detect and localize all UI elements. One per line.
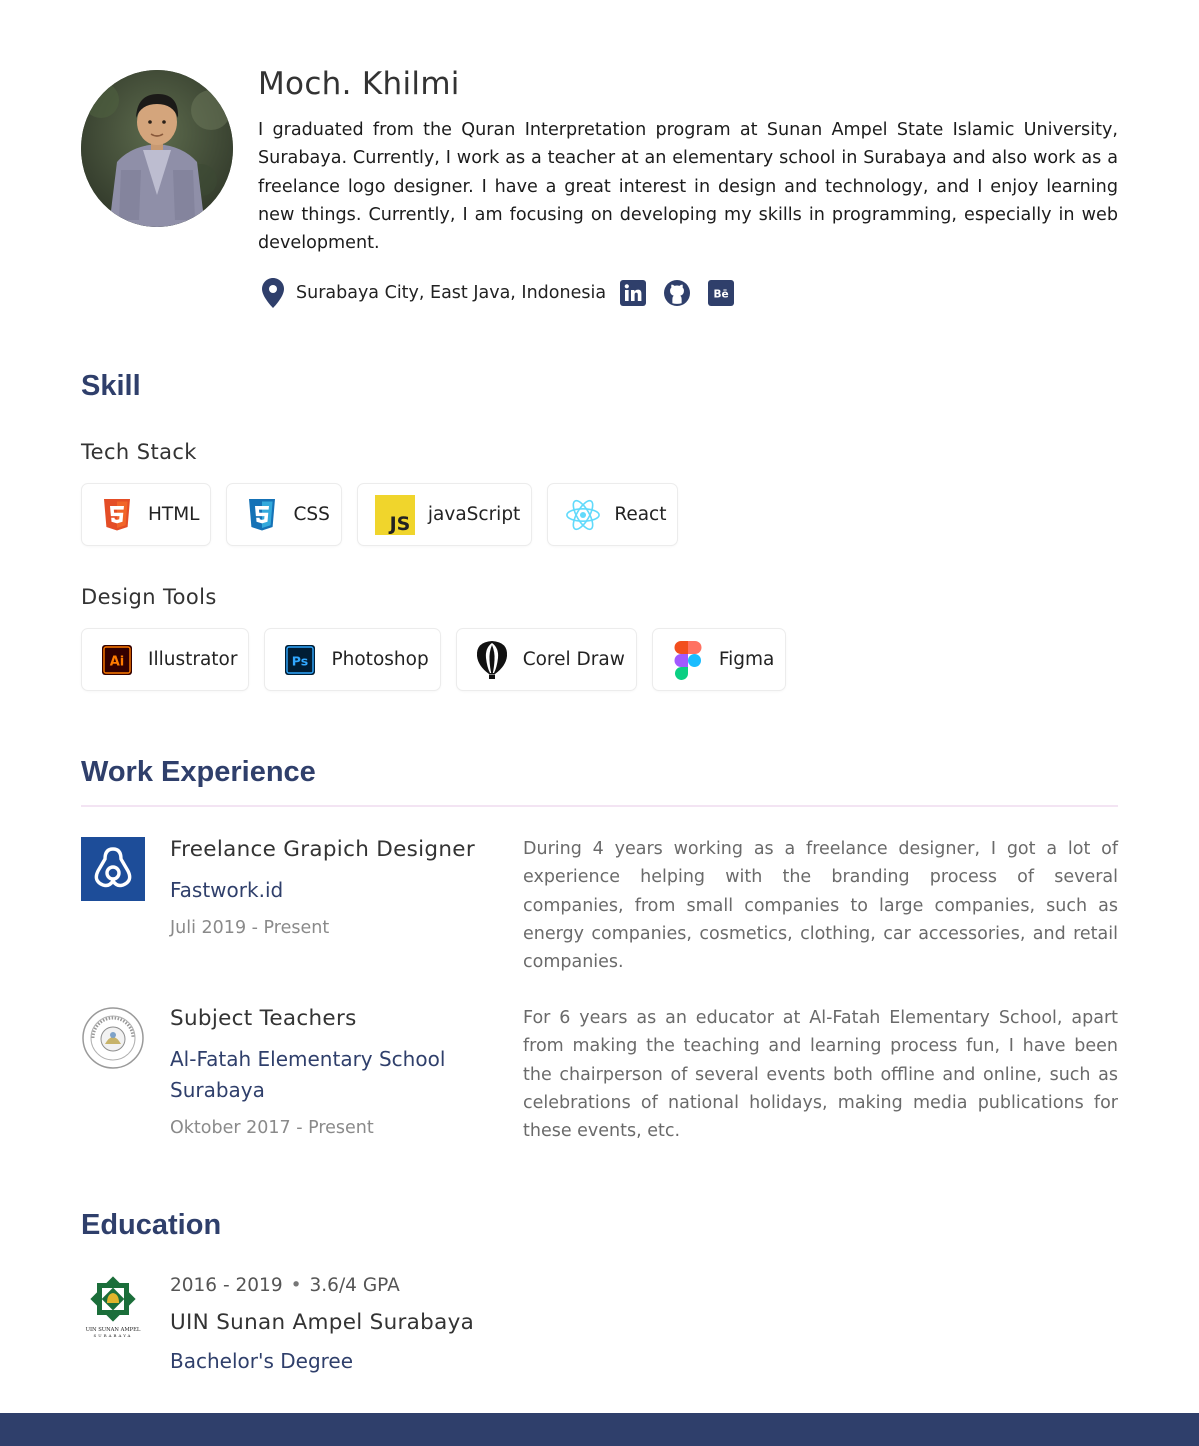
skill-label: HTML [148,504,200,525]
skill-label: Figma [718,649,775,670]
job-company[interactable]: Fastwork.id [170,878,284,902]
work-experience-heading: Work Experience [81,756,316,788]
illustrator-icon [99,642,135,678]
job-meta [170,1006,500,1138]
skill-label: Corel Draw [522,649,625,670]
behance-icon[interactable] [708,280,734,306]
avatar [81,70,233,227]
location-pin-icon [262,278,284,308]
job-title: Freelance Grapich Designer [170,837,475,862]
skill-label: React [614,504,667,525]
skill-chip-illustrator [81,628,249,691]
education-meta [170,1275,670,1373]
skill-chip-react [547,483,678,546]
profile-body [258,66,1118,309]
profile-name: Moch. Khilmi [258,66,460,102]
location-text: Surabaya City, East Java, Indonesia [296,283,607,304]
github-icon[interactable] [664,280,690,306]
contact-row [258,277,1118,309]
fastwork-logo [81,837,145,901]
svg-text:Bē: Bē [713,288,729,301]
skill-label: CSS [293,504,330,525]
coreldraw-icon [474,642,510,678]
job-description: For 6 years as an educator at Al-Fatah Elementary School, apart from making the teaching and learning process fun, I have been the chairperson of several events both offline and online, such as celebrations of national holidays, making media publications for these events, etc. [523,1008,1118,1142]
javascript-icon [375,495,415,535]
education-years: 2016 - 2019 [170,1275,283,1296]
al-fatah-school-logo [81,1006,145,1070]
logo-caption: UIN SUNAN AMPEL [85,1327,141,1333]
job-company[interactable]: Al-Fatah Elementary School Surabaya [170,1047,446,1102]
photoshop-icon [282,642,318,678]
svg-text:JS: JS [389,512,411,535]
skill-chip-photoshop [264,628,440,691]
uin-sunan-ampel-logo [81,1275,145,1339]
job-description: During 4 years working as a freelance designer, I got a lot of experience helping with the branding process of several companies, from small companies to large companies, such as energy companies, cosmetics, clothing, car accessories, and retail companies. [523,839,1118,973]
svg-text:Ps: Ps [292,653,309,668]
section-divider [81,805,1118,807]
svg-text:Ai: Ai [109,654,125,669]
education-gpa: 3.6/4 GPA [309,1275,400,1296]
skill-chip-figma [652,628,787,691]
tech-stack-list [81,483,678,546]
footer-bar [0,1413,1199,1446]
job-period: Oktober 2017 - Present [170,1118,374,1138]
skill-label: Illustrator [148,649,238,670]
svg-text:SURABAYA: SURABAYA [93,1333,133,1338]
profile-bio: I graduated from the Quran Interpretation program at Sunan Ampel State Islamic University, Surabaya. Currently, I work as a teacher at an elementary school in Surabaya and also work as a freelance logo designer. I have a great interest in design and technology, and I enjoy learning new things. Currently, I am focusing on developing my skills in programming, especially in web development. [258,120,1118,254]
html5-icon [99,497,135,533]
tech-stack-heading: Tech Stack [81,440,197,464]
job-title: Subject Teachers [170,1006,357,1031]
education-degree: Bachelor's Degree [170,1349,354,1373]
education-years-row [170,1275,670,1296]
skill-heading: Skill [81,370,141,402]
job-period: Juli 2019 - Present [170,918,330,938]
skill-label: javaScript [427,504,521,525]
separator-dot: • [290,1275,302,1296]
skill-chip-coreldraw [456,628,637,691]
linkedin-icon[interactable] [620,280,646,306]
skill-label: Photoshop [331,649,429,670]
react-icon [565,497,601,533]
education-school: UIN Sunan Ampel Surabaya [170,1310,475,1335]
profile-header [81,66,1118,330]
skill-chip-html [81,483,211,546]
job-meta [170,837,500,938]
education-heading: Education [81,1209,222,1241]
design-tools-list [81,628,786,691]
css3-icon [244,497,280,533]
skill-chip-javascript [357,483,532,546]
figma-icon [670,642,706,678]
design-tools-heading: Design Tools [81,585,217,609]
skill-chip-css [226,483,341,546]
